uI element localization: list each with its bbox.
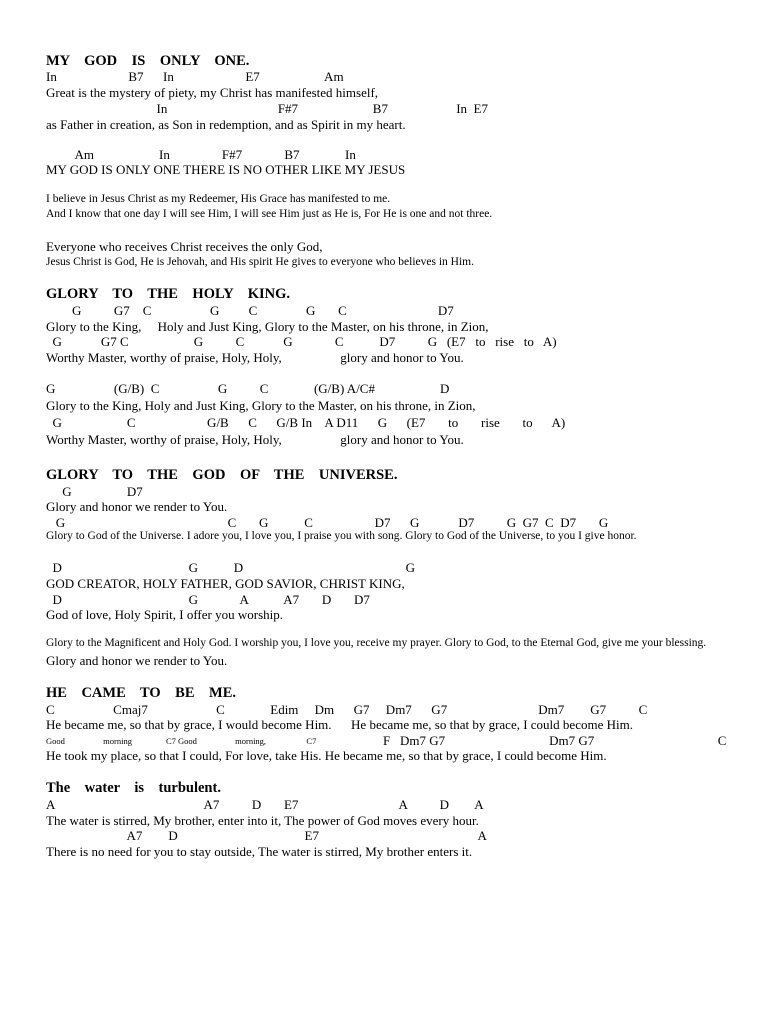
chord-line: G G7 C G C G C D7 G (E7 to rise to A) [46, 334, 557, 349]
lyric-line: And I know that one day I will see Him, I will see Him just as He is, For He is one and not three. [46, 208, 493, 220]
chord-line: D G D G [46, 560, 416, 575]
song-title-he-came-to-be-me: HE CAME TO BE ME. [46, 685, 237, 701]
chord-line: G (G/B) C G C (G/B) A/C# D [46, 381, 450, 396]
lyric-line: Jesus Christ is God, He is Jehovah, and His spirit He gives to everyone who believes in Him. [46, 256, 474, 268]
lyric-line: Great is the mystery of piety, my Christ has manifested himself, [46, 85, 379, 100]
lyric-line: God of love, Holy Spirit, I offer you worship. [46, 607, 283, 622]
chord-line: C Cmaj7 C Edim Dm G7 Dm7 G7 Dm7 G7 C [46, 702, 648, 717]
chord-line-tail: F Dm7 G7 Dm7 G7 C [383, 733, 727, 748]
lyric-line: I believe in Jesus Christ as my Redeemer, His Grace has manifested to me. [46, 193, 391, 205]
song-title-glory-to-the-holy-king: GLORY TO THE HOLY KING. [46, 286, 291, 302]
chord-line: G C G C D7 G D7 G G7 C D7 G [46, 515, 609, 530]
song-title-my-god-is-only-one: MY GOD IS ONLY ONE. [46, 53, 250, 69]
chord-line: D G A A7 D D7 [46, 592, 370, 607]
lyric-line: Glory to the Magnificent and Holy God. I worship you, I love you, receive my prayer. Glory to God, to the Eternal God, give me your blessing. [46, 637, 707, 649]
chord-line: A A7 D E7 A D A [46, 797, 484, 812]
lyric-line: Everyone who receives Christ receives the only God, [46, 239, 323, 254]
chord-line: G D7 [46, 484, 143, 499]
chord-line: In F#7 B7 In E7 [46, 101, 488, 116]
lyric-line: Glory and honor we render to You. [46, 653, 228, 668]
lyric-line: There is no need for you to stay outside, The water is stirred, My brother enters it. [46, 844, 473, 859]
chord-line-small: Good morning C7 Good morning, C7 [46, 736, 317, 746]
chord-line: G G7 C G C G C D7 [46, 303, 454, 318]
chord-line: Am In F#7 B7 In [46, 147, 356, 162]
song-title-the-water-is-turbulent: The water is turbulent. [46, 780, 221, 796]
lyric-line: The water is stirred, My brother, enter into it, The power of God moves every hour. [46, 813, 479, 828]
lyric-line: Worthy Master, worthy of praise, Holy, Holy, glory and honor to You. [46, 350, 464, 365]
chord-line: A7 D E7 A [46, 828, 487, 843]
lyric-line: He became me, so that by grace, I would become Him. He became me, so that by grace, I could become Him. [46, 717, 633, 732]
lyric-line: Glory to God of the Universe. I adore you, I love you, I praise you with song. Glory to God of the Universe, to you I give honor. [46, 530, 637, 542]
lyric-line: GOD CREATOR, HOLY FATHER, GOD SAVIOR, CHRIST KING, [46, 576, 405, 591]
lyric-line: MY GOD IS ONLY ONE THERE IS NO OTHER LIKE MY JESUS [46, 162, 406, 177]
lyric-line: He took my place, so that I could, For love, take His. He became me, so that by grace, I could become Him. [46, 748, 607, 763]
lyric-line: Glory to the King, Holy and Just King, Glory to the Master, on his throne, in Zion, [46, 398, 476, 413]
chord-line: G C G/B C G/B In A D11 G (E7 to rise to A) [46, 415, 566, 430]
lyric-line: as Father in creation, as Son in redemption, and as Spirit in my heart. [46, 117, 406, 132]
lyric-line: Glory to the King, Holy and Just King, Glory to the Master, on his throne, in Zion, [46, 319, 489, 334]
chord-line: In B7 In E7 Am [46, 69, 344, 84]
song-title-glory-to-the-god-of-the-universe: GLORY TO THE GOD OF THE UNIVERSE. [46, 467, 398, 483]
lyric-line: Worthy Master, worthy of praise, Holy, Holy, glory and honor to You. [46, 432, 464, 447]
lyric-line: Glory and honor we render to You. [46, 499, 228, 514]
